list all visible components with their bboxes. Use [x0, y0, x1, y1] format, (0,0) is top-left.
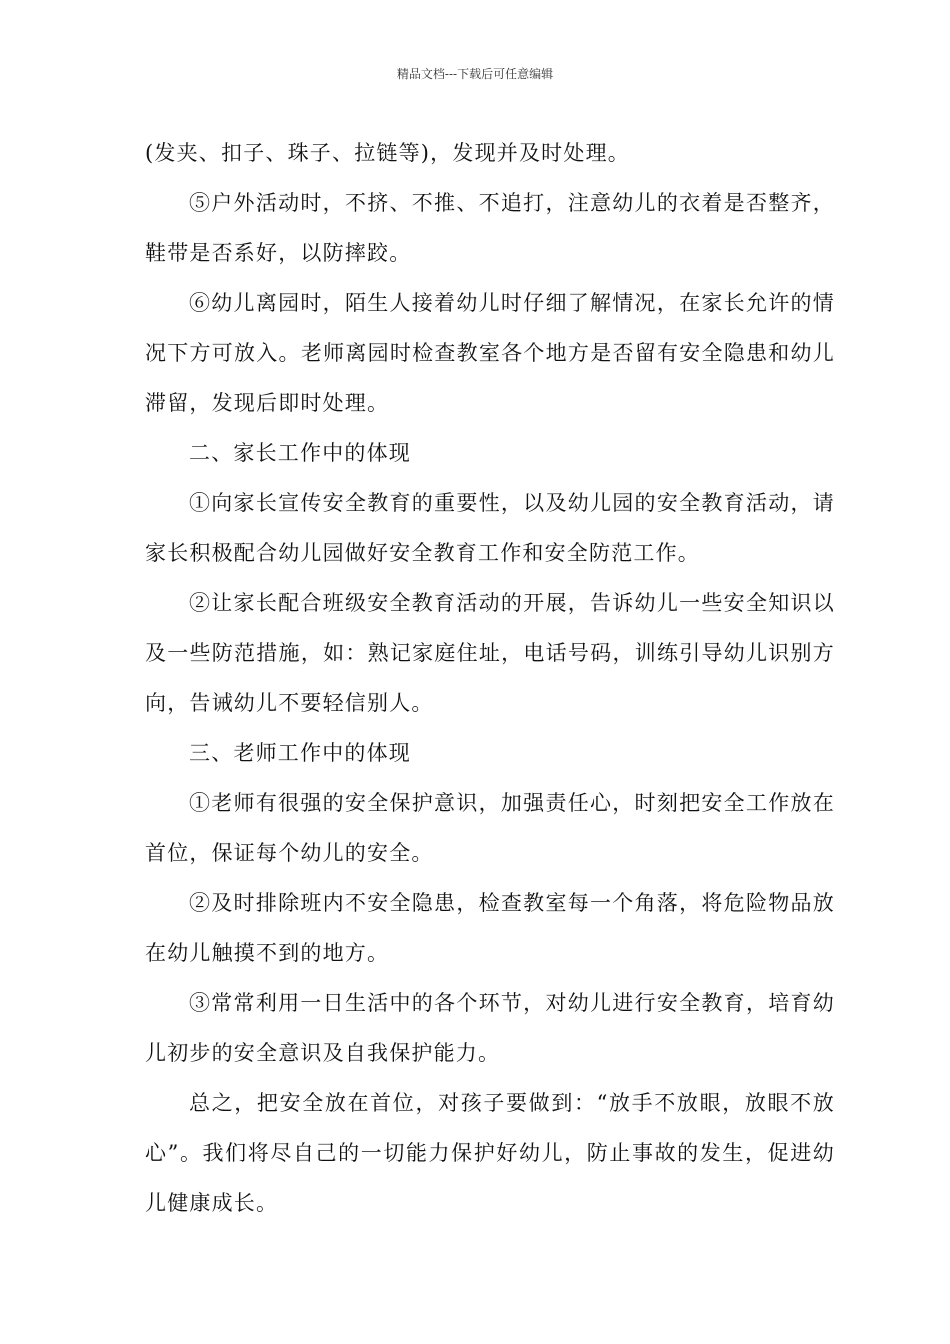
paragraph-item-5: ⑤户外活动时，不挤、不推、不追打，注意幼儿的衣着是否整齐，鞋带是否系好，以防摔跤。: [145, 191, 835, 265]
paragraph-teachers-item-2: ②及时排除班内不安全隐患，检查教室每一个角落，将危险物品放在幼儿触摸不到的地方。: [145, 891, 835, 965]
page-header: 精品文档---下载后可任意编辑: [396, 67, 554, 81]
paragraph-parents-item-2: ②让家长配合班级安全教育活动的开展，告诉幼儿一些安全知识以及一些防范措施，如：熟记家庭住址，电话号码，训练引导幼儿识别方向，告诫幼儿不要轻信别人。: [145, 591, 835, 715]
paragraph-continuation: (发夹、扣子、珠子、拉链等)，发现并及时处理。: [145, 141, 630, 165]
document-body: [145, 128, 835, 1228]
paragraph-teachers-item-3: ③常常利用一日生活中的各个环节，对幼儿进行安全教育，培育幼儿初步的安全意识及自我保护能力。: [145, 991, 835, 1065]
paragraph-teachers-item-1: ①老师有很强的安全保护意识，加强责任心，时刻把安全工作放在首位，保证每个幼儿的安全。: [145, 791, 835, 865]
paragraph-item-6: ⑥幼儿离园时，陌生人接着幼儿时仔细了解情况，在家长允许的情况下方可放入。老师离园时检查教室各个地方是否留有安全隐患和幼儿滞留，发现后即时处理。: [145, 291, 835, 415]
section-heading-teachers: 三、老师工作中的体现: [189, 741, 411, 765]
section-heading-parents: 二、家长工作中的体现: [189, 441, 411, 465]
paragraph-conclusion: 总之，把安全放在首位，对孩子要做到：“放手不放眼，放眼不放心”。我们将尽自己的一切能力保护好幼儿，防止事故的发生，促进幼儿健康成长。: [145, 1091, 835, 1215]
paragraph-parents-item-1: ①向家长宣传安全教育的重要性，以及幼儿园的安全教育活动，请家长积极配合幼儿园做好安全教育工作和安全防范工作。: [145, 491, 835, 565]
